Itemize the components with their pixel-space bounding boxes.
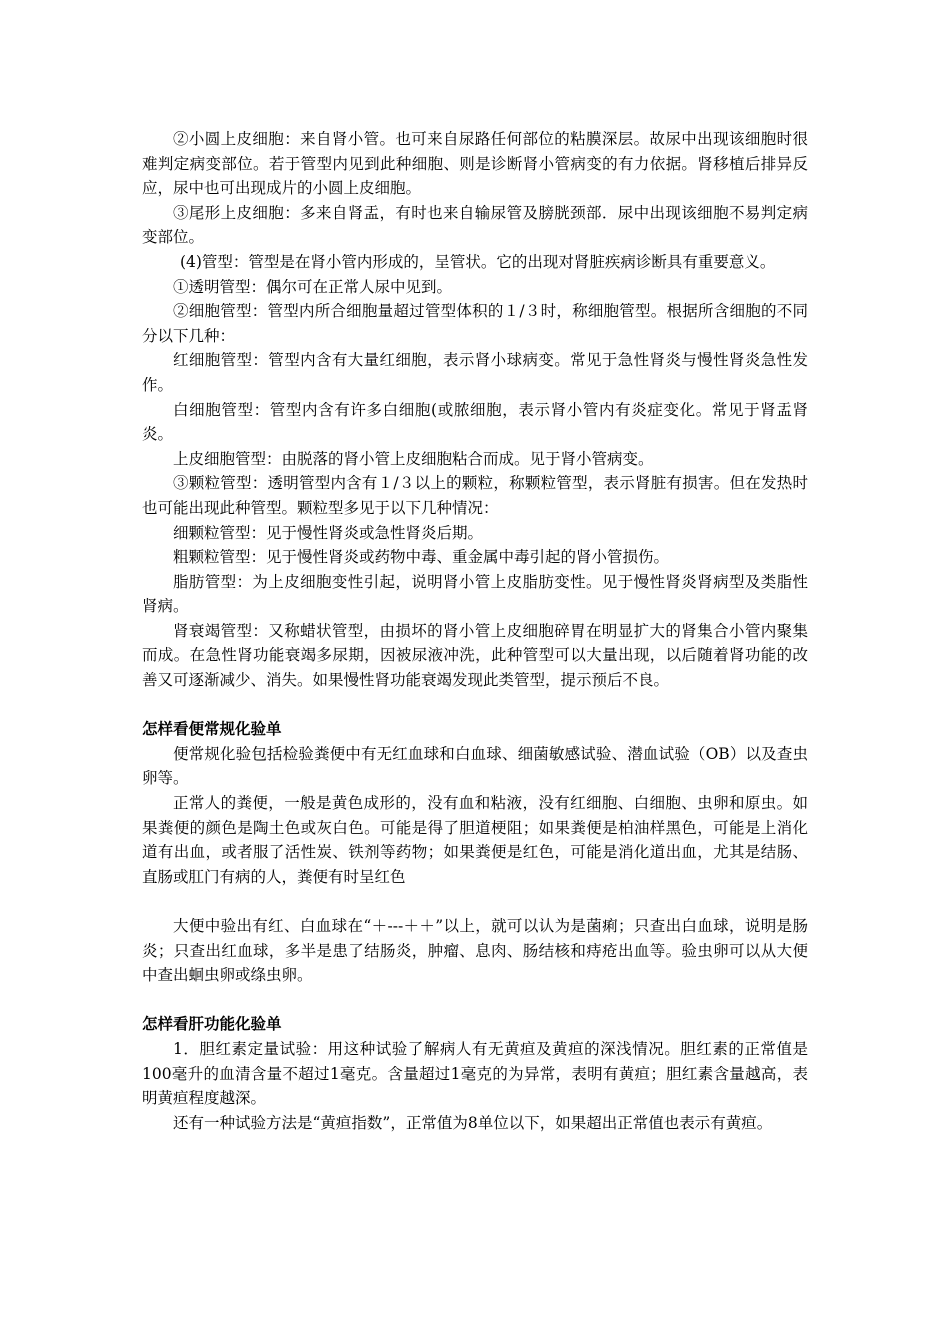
paragraph-white-cell-cast: 白细胞管型：管型内含有许多白细胞(或脓细胞，表示肾小管内有炎症变化。常见于肾盂肾炎。	[142, 400, 808, 444]
paragraph-coarse-granular-cast: 粗颗粒管型：见于慢性肾炎或药物中毒、重金属中毒引起的肾小管损伤。	[173, 548, 670, 567]
section-heading-liver: 怎样看肝功能化验单	[142, 1015, 282, 1034]
paragraph-cellular-cast: ②细胞管型：管型内所合细胞量超过管型体积的１/３时，称细胞管型。根据所含细胞的不同分以下几种：	[142, 302, 808, 345]
paragraph-caudate-epithelial-cells: ③尾形上皮细胞：多来自肾盂，有时也来自输尿管及膀胱颈部．尿中出现该细胞不易判定病变部位。	[142, 203, 808, 247]
section-heading-stool: 怎样看便常规化验单	[142, 720, 282, 739]
blank-line	[142, 889, 808, 914]
paragraph-hyaline-cast: ①透明管型：偶尔可在正常人尿中见到。	[173, 277, 453, 296]
paragraph-normal-stool: 正常人的粪便，一般是黄色成形的，没有血和粘液，没有红细胞、白细胞、虫卵和原虫。如果粪便的颜色是陶土色或灰白色。可能是得了胆道梗阻；如果粪便是柏油样黑色，可能是上消化道有出血，或者服了活性炭、铁剂等药物；如果粪便是红色，可能是消化道出血，尤其是结肠、直肠或肛门有病的人，粪便有时呈红色	[142, 794, 808, 886]
paragraph-small-round-epithelial-cells: ②小圆上皮细胞：来自肾小管。也可来自尿路任何部位的粘膜深层。故尿中出现该细胞时很难判定病变部位。若于管型内见到此种细胞、则是诊断肾小管病变的有力依据。肾移植后排异反应，尿中也可出现成片的小圆上皮细胞。	[142, 130, 808, 198]
blank-line	[142, 693, 808, 718]
paragraph-red-cell-cast: 红细胞管型：管型内含有大量红细胞，表示肾小球病变。常见于急性肾炎与慢性肾炎急性发作。	[142, 351, 808, 394]
section-liver-function	[142, 1012, 808, 1135]
paragraph-bilirubin-test: 1．胆红素定量试验：用这种试验了解病人有无黄疸及黄疸的深浅情况。胆红素的正常值是100毫升的血清含量不超过1毫克。含量超过1毫克的为异常，表明有黄疸；胆红素含量越高，表明黄疸程度越深。	[142, 1039, 808, 1108]
paragraph-icterus-index: 还有一种试验方法是“黄疸指数”，正常值为8单位以下，如果超出正常值也表示有黄疸。	[173, 1113, 773, 1132]
document-body	[142, 127, 808, 1135]
blank-line	[142, 988, 808, 1013]
paragraph-renal-failure-cast: 肾衰竭管型：又称蜡状管型，由损坏的肾小管上皮细胞碎胃在明显扩大的肾集合小管内聚集而成。在急性肾功能衰竭多尿期，因被尿液冲洗，此种管型可以大量出现，以后随着肾功能的改善又可逐渐减少、消失。如果慢性肾功能衰竭发现此类管型，提示预后不良。	[142, 621, 808, 690]
paragraph-casts-intro: (4)管型：管型是在肾小管内形成的，呈管状。它的出现对肾脏疾病诊断具有重要意义。	[179, 252, 776, 271]
paragraph-stool-blood-cells: 大便中验出有红、白血球在“＋---＋＋”以上，就可以认为是菌痢；只查出白血球，说明是肠炎；只查出红血球，多半是患了结肠炎，肿瘤、息肉、肠结核和痔疮出血等。验虫卵可以从大便中查出蛔虫卵或绦虫卵。	[142, 917, 808, 985]
paragraph-granular-cast: ③颗粒管型：透明管型内含有１/３以上的颗粒，称颗粒管型，表示肾脏有损害。但在发热时也可能出现此种管型。颗粒型多见于以下几种情况：	[142, 474, 808, 517]
section-urine-casts	[142, 127, 808, 693]
paragraph-epithelial-cast: 上皮细胞管型：由脱落的肾小管上皮细胞粘合而成。见于肾小管病变。	[173, 449, 654, 468]
section-stool-routine	[142, 717, 808, 988]
paragraph-fatty-cast: 脂肪管型：为上皮细胞变性引起，说明肾小管上皮脂肪变性。见于慢性肾炎肾病型及类脂性肾病。	[142, 572, 808, 616]
paragraph-stool-tests: 便常规化验包括检验粪便中有无红血球和白血球、细菌敏感试验、潜血试验（OB）以及查虫卵等。	[142, 744, 808, 788]
paragraph-fine-granular-cast: 细颗粒管型：见于慢性肾炎或急性肾炎后期。	[173, 523, 484, 542]
